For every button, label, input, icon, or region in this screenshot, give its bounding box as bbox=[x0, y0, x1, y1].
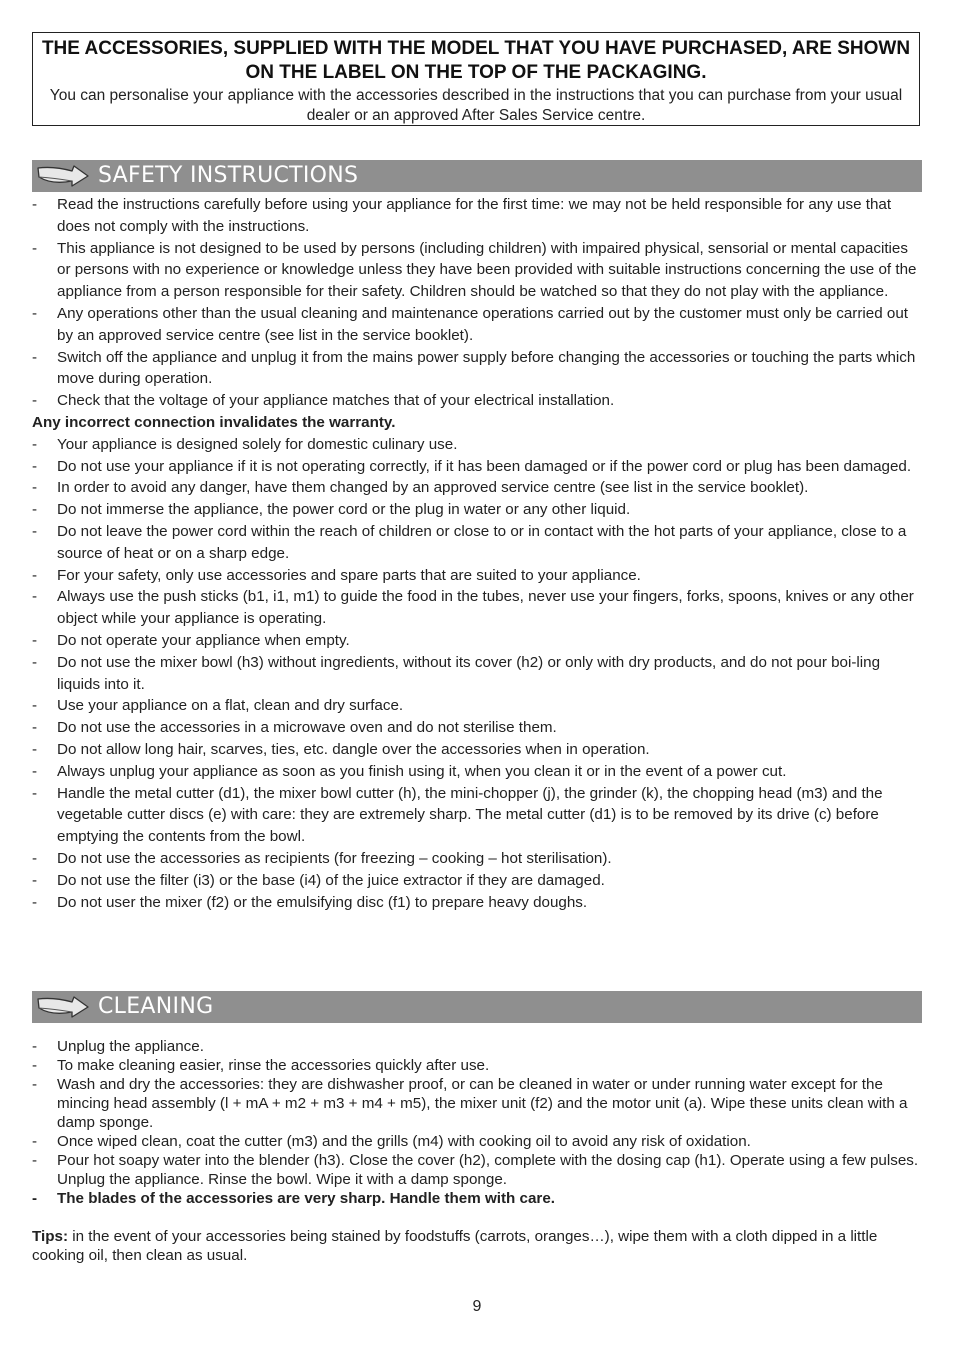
list-item: - This appliance is not designed to be used by persons (including children) with impaired physical, sensorial or mental capacities or persons with no experience or knowledge unless they have been provided with suitable instructions concerning the use of the appliance from a person responsible for their safety. Children should be watched so that they do not play with the appliance. bbox=[32, 239, 917, 301]
page-number: 9 bbox=[472, 1298, 482, 1315]
tips-text: in the event of your accessories being stained by foodstuffs (carrots, oranges…), wipe them with a cloth dipped in a little cooking oil, then clean as usual. bbox=[32, 1228, 878, 1264]
list-item: - Always unplug your appliance as soon as you finish using it, when you clean it or in the event of a power cut. bbox=[32, 762, 787, 780]
list-item: - Do not allow long hair, scarves, ties, etc. dangle over the accessories when in operation. bbox=[32, 740, 650, 758]
accessories-notice bbox=[32, 32, 920, 126]
cleaning-heading-band bbox=[32, 991, 922, 1023]
warranty-note: Any incorrect connection invalidates the warranty. bbox=[32, 413, 396, 431]
list-item: - Any operations other than the usual cleaning and maintenance operations carried out by the customer must only be carried out by an approved service centre (see list in the service booklet). bbox=[32, 304, 909, 344]
list-item: - Do not use the mixer bowl (h3) without ingredients, without its cover (h2) or only with dry products, and do not pour boi-ling liquids into it. bbox=[32, 653, 881, 693]
list-item: - In order to avoid any danger, have them changed by an approved service centre (see list in the service booklet). bbox=[32, 479, 809, 497]
list-item: - Once wiped clean, coat the cutter (m3) and the grills (m4) with cooking oil to avoid any risk of oxidation. bbox=[32, 1133, 751, 1150]
list-item: - Do not operate your appliance when empty. bbox=[32, 631, 350, 649]
list-item: - Do not use the filter (i3) or the base (i4) of the juice extractor if they are damaged. bbox=[32, 871, 605, 889]
list-item: - Your appliance is designed solely for domestic culinary use. bbox=[32, 435, 458, 453]
list-item: - Handle the metal cutter (d1), the mixer bowl cutter (h), the mini-chopper (j), the grinder (k), the chopping head (m3) and the vegetable cutter discs (e) with care: they are extremely sharp. The metal cutter (d1) is to be removed by its drive (c) before emptying the contents from the bowl. bbox=[32, 784, 883, 846]
tips-paragraph bbox=[32, 1227, 924, 1265]
list-item: - Always use the push sticks (b1, i1, m1) to guide the food in the tubes, never use your fingers, forks, spoons, knives or any other object while your appliance is operating. bbox=[32, 588, 914, 628]
list-item: - Check that the voltage of your appliance matches that of your electrical installation. bbox=[32, 392, 615, 410]
list-item: - Do not leave the power cord within the reach of children or close to or in contact with the hot parts of your appliance, close to a source of heat or on a sharp edge. bbox=[32, 522, 907, 562]
tips-label: Tips: bbox=[32, 1228, 69, 1245]
list-item: - Do not use the accessories as recipients (for freezing – cooking – hot sterilisation). bbox=[32, 849, 612, 867]
list-item: - Switch off the appliance and unplug it from the mains power supply before changing the accessories or touching the parts which move during operation. bbox=[32, 348, 916, 388]
list-item: - Do not use the accessories in a microwave oven and do not sterilise them. bbox=[32, 719, 557, 737]
list-item: - Do not use your appliance if it is not operating correctly, if it has been damaged or if the power cord or plug has been damaged. bbox=[32, 457, 912, 475]
blade-warning: - The blades of the accessories are very sharp. Handle them with care. bbox=[32, 1190, 556, 1207]
safety-list bbox=[32, 194, 924, 913]
cleaning-heading: CLEANING bbox=[98, 994, 214, 1019]
list-item: - To make cleaning easier, rinse the accessories quickly after use. bbox=[32, 1057, 490, 1074]
list-item: - Wash and dry the accessories: they are dishwasher proof, or can be cleaned in water or under running water except for the mincing head assembly (l + mA + m2 + m3 + m4 + m5), the mixer unit (f2) and the motor unit (a). Wipe these units clean with a damp sponge. bbox=[32, 1076, 908, 1131]
arrow-icon bbox=[36, 995, 90, 1019]
list-item: - Use your appliance on a flat, clean and dry surface. bbox=[32, 697, 404, 715]
arrow-icon bbox=[36, 164, 90, 188]
list-item: - For your safety, only use accessories and spare parts that are suited to your appliance. bbox=[32, 566, 641, 584]
notice-title: THE ACCESSORIES, SUPPLIED WITH THE MODEL THAT YOU HAVE PURCHASED, ARE SHOWN ON THE LABEL ON THE TOP OF THE PACKAGING. bbox=[41, 38, 911, 83]
safety-heading-band bbox=[32, 160, 922, 192]
notice-text: You can personalise your appliance with the accessories described in the instructions that you can purchase from your usual dealer or an approved After Sales Service centre. bbox=[49, 87, 903, 124]
list-item: - Do not user the mixer (f2) or the emulsifying disc (f1) to prepare heavy doughs. bbox=[32, 893, 588, 911]
list-item: - Read the instructions carefully before using your appliance for the first time: we may not be held responsible for any use that does not comply with the instructions. bbox=[32, 196, 892, 235]
safety-heading: SAFETY INSTRUCTIONS bbox=[98, 163, 359, 188]
list-item: - Unplug the appliance. bbox=[32, 1038, 204, 1055]
list-item: - Do not immerse the appliance, the power cord or the plug in water or any other liquid. bbox=[32, 501, 631, 519]
list-item: - Pour hot soapy water into the blender (h3). Close the cover (h2), complete with the dosing cap (h1). Operate using a few pulses. Unplug the appliance. Rinse the bowl. Wipe it with a damp sponge. bbox=[32, 1152, 919, 1188]
cleaning-list bbox=[32, 1037, 924, 1208]
